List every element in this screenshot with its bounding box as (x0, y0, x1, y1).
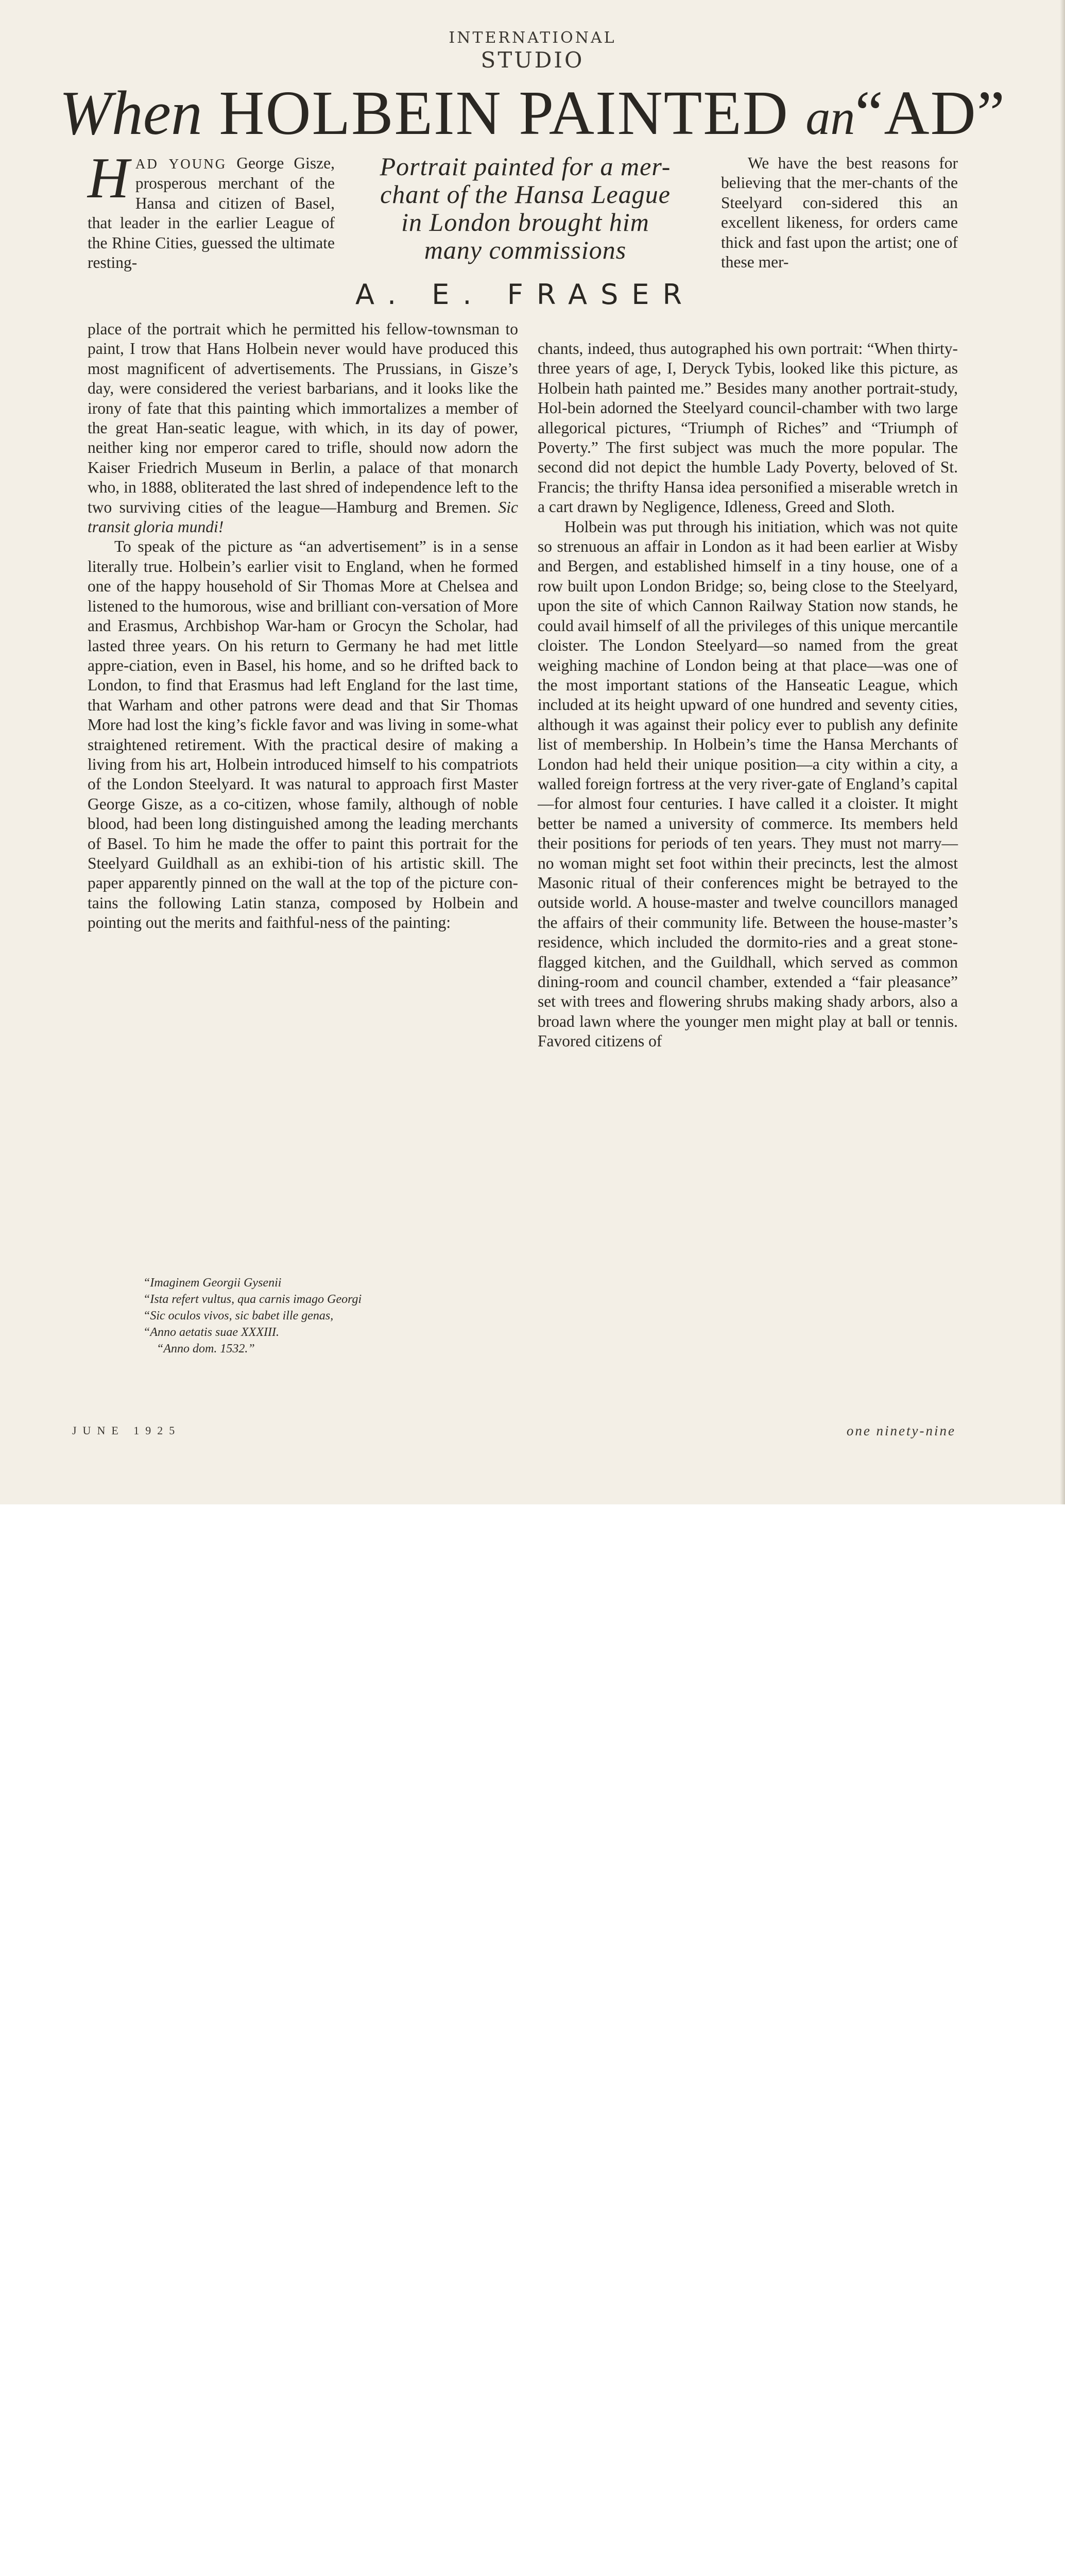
masthead-studio: STUDIO (480, 47, 585, 73)
library-footer-bar (0, 1504, 1065, 1580)
author-byline: A. E. FRASER (355, 278, 696, 311)
article-deck (340, 152, 711, 264)
verse-line-1: “Imaginem Georgii Gysenii (143, 1276, 282, 1290)
headline-main: HOLBEIN PAINTED (202, 78, 806, 148)
verse-line-5: “Anno dom. 1532.” (157, 1342, 255, 1355)
drop-cap: H (88, 146, 129, 210)
article-headline (0, 77, 1065, 154)
deck-line-3: in London brought him (401, 208, 649, 236)
latin-phrase: Sic transit gloria mundi! (88, 498, 519, 536)
verse-line-3: “Sic oculos vivos, sic babet ille genas, (143, 1309, 334, 1323)
deck-line-4: many commissions (424, 235, 627, 264)
right-paragraph-2: Holbein was put through his initiation, which was not quite so strenuous an affair in London as it had been earlier at Wisby and Bergen, and established himself in a tiny house, one of a row built upon London Bridge; so, being close to the Steelyard, upon the site of which Cannon Railway Station now stands, he could avail himself of all the privileges of this unique mercantile cloister. The London Steelyard—so named from the great weighing machine of London being at that place—was one of the most important stations of the Hanseatic League, which included at its height upward of one hundred and seventy cities, although it was against their policy ever to publish any definite list of membership. In Holbein’s time the Hansa Merchants of London had held their unique position—a city within a city, a walled foreign fortress at the very river-gate of England’s capital —for almost four centuries. I have called it a cloister. It might better be named a university of commerce. Its members held their positions for periods of ten years. They must not marry—no woman might set foot within their precincts, lest the almost Masonic ritual of their conferences might be betrayed to the outside world. A house-master and twelve councillors managed the affairs of their community life. Between the house-master’s residence, which included the dormito-ries and a great stone-flagged kitchen, and the Guildhall, which served as common dining-room and council chamber, extended a “fair pleasance” set with trees and flowering shrubs making shady arbors, also a broad lawn where the younger men might play at ball or tennis. Favored citizens of (538, 517, 958, 1050)
headline-ad: “AD” (855, 78, 1006, 148)
masthead-international: INTERNATIONAL (449, 29, 616, 47)
intro-text: George Gisze, prosperous merchant of the Hansa and citizen of Basel, that leader in the earlier League of the Rhine Cities, guessed the ultimate resting- (88, 154, 335, 272)
verse-line-2: “Ista refert vultus, qua carnis imago Georgi (143, 1293, 362, 1306)
left-paragraph-1-text: place of the portrait which he permitted his fellow-townsman to paint, I trow that Hans Holbein never would have produced this most magnificent of advertisements. The Prussians, in Gisze’s day, were considered the veriest barbarians, and it looks like the irony of fate that this painting which immortalizes a member of the great Han-seatic league, with which, in its day of power, neither king nor emperor cared to trifle, should now adorn the Kaiser Friedrich Museum in Berlin, a palace of that monarch who, in 1888, obliterated the last shred of independence left to the two surviving cities of the league—Hamburg and Bremen. (88, 320, 518, 516)
left-column-intro (88, 146, 335, 273)
verse-line-4: “Anno aetatis suae XXXIII. (143, 1326, 279, 1339)
right-paragraph-1: chants, indeed, thus autographed his own portrait: “When thirty-three years of age, I, Deryck Tybis, looked like this picture, as Holbein hath painted me.” Besides many another portrait-study, Hol-bein adorned the Steelyard council-chamber with two large allegorical pictures, “Triumph of Riches” and “Triumph of Poverty.” The first subject was much the more popular. The second did not depict the humble Lady Poverty, beloved of St. Francis; the thrifty Hansa idea personified a miserable wretch in a cart drawn by Negligence, Idleness, Greed and Sloth. (538, 340, 958, 516)
page-edge (1060, 0, 1065, 1504)
headline-when: When (59, 78, 202, 148)
latin-verse (143, 1275, 504, 1357)
right-column-intro (721, 154, 958, 272)
page-number: one ninety-nine (846, 1423, 956, 1438)
headline-an: an (805, 90, 855, 145)
left-column-body (88, 319, 518, 933)
left-paragraph-1 (88, 319, 518, 537)
issue-date: JUNE 1925 (72, 1424, 181, 1437)
deck-line-1: Portrait painted for a mer- (380, 152, 671, 181)
right-intro-text: We have the best reasons for believing that the mer-chants of the Steelyard con-sidered this an excellent likeness, for orders came thick and fast upon the artist; one of these mer- (721, 154, 958, 272)
left-paragraph-2: To speak of the picture as “an advertisement” is in a sense literally true. Holbein’s earlier visit to England, when he formed one of the happy household of Sir Thomas More at Chelsea and listened to the humorous, wise and brilliant con-versation of More and Erasmus, Archbishop War-ham or Grocyn the Scholar, had lasted three years. On his return to Germany he had met little appre-ciation, even in Basel, his home, and so he drifted back to London, to find that Erasmus had left England for the last time, that Warham and other patrons were dead and that Sir Thomas More had lost the king’s fickle favor and was living in some-what straightened retirement. With the practical desire of making a living from his art, Holbein introduced himself to his compatriots of the London Steelyard. It was natural to approach first Master George Gisze, as a co-citizen, whose family, although of noble blood, had been long distinguished among the leading merchants of Basel. To him he made the offer to paint this portrait for the Steelyard Guildhall as an exhibi-tion of his artistic skill. The paper apparently pinned on the wall at the top of the picture con-tains the following Latin stanza, composed by Holbein and pointing out the merits and faithful-ness of the painting: (88, 537, 518, 932)
lead-smallcaps: AD YOUNG (135, 156, 227, 172)
right-column-body (538, 339, 958, 1052)
deck-line-2: chant of the Hansa League (380, 180, 671, 209)
